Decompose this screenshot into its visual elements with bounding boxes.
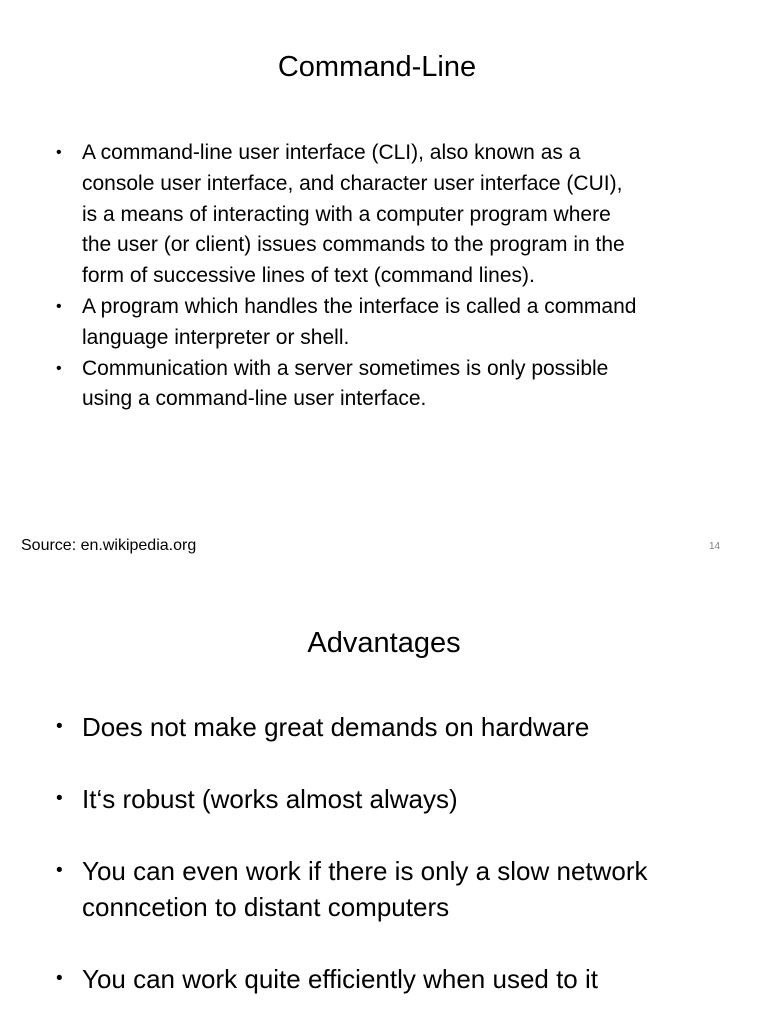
list-item [0, 853, 700, 925]
list-item [0, 781, 700, 817]
list-item [0, 292, 640, 354]
list-item [0, 138, 640, 292]
bullet-icon: • [56, 860, 63, 881]
bullet-icon: • [56, 144, 62, 161]
bullet-list [0, 138, 640, 415]
bullet-text: It‘s robust (works almost always) [82, 784, 458, 814]
bullet-icon: • [56, 716, 63, 737]
bullet-text: A command-line user interface (CLI), also known as a console user interface, and character user interface (CUI), is a means of interacting with a computer program where the user (or client) issues commands to the program in the form of successive lines of text (command lines). [82, 141, 625, 288]
list-item [0, 709, 700, 745]
bullet-text: You can work quite efficiently when used to it [82, 964, 598, 994]
list-item [0, 961, 700, 997]
bullet-text: A program which handles the interface is called a command language interpreter or shell. [82, 294, 637, 349]
bullet-icon: • [56, 788, 63, 809]
bullet-icon: • [56, 297, 62, 315]
bullet-text: Does not make great demands on hardware [82, 712, 590, 742]
bullet-text: You can even work if there is only a slow network conncetion to distant computers [82, 856, 648, 922]
slide-title: Advantages [307, 627, 461, 659]
slide-advantages [0, 576, 768, 1024]
bullet-icon: • [56, 968, 63, 989]
source-note: Source: en.wikipedia.org [21, 537, 197, 554]
page-number: 14 [709, 541, 721, 552]
bullet-icon: • [56, 359, 62, 377]
list-item [0, 354, 640, 416]
bullet-text: Communication with a server sometimes is only possible using a command-line user interface. [82, 356, 609, 411]
slide-title: Command-Line [277, 51, 477, 83]
bullet-list [0, 709, 700, 997]
